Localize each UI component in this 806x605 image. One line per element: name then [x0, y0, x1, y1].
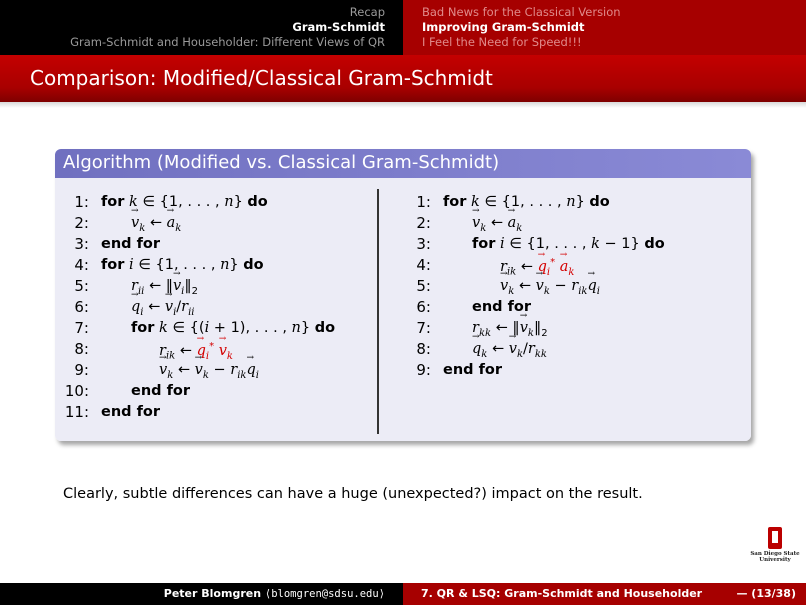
code-line: end for: [472, 299, 532, 315]
code-line: for k ∈ {(i + 1), . . . , n} do: [131, 320, 336, 336]
nav-sections: [0, 0, 403, 55]
line-number: 3:: [74, 235, 89, 253]
line-number: 1:: [416, 193, 431, 211]
line-number: 10:: [64, 382, 89, 400]
line-number: 6:: [416, 298, 431, 316]
footer-left: [0, 583, 403, 605]
nav-subsection-bad-news[interactable]: Bad News for the Classical Version: [422, 5, 621, 19]
code-line: $r_{ii}$ ← ‖→ $v_i‖_2$: [131, 278, 198, 297]
code-line: for i ∈ {1, . . . , n} do: [101, 257, 264, 273]
code-line: for i ∈ {1, . . . , k − 1} do: [472, 236, 665, 252]
title-bar: [0, 55, 806, 102]
tower-icon: [768, 527, 782, 549]
slide-title: Comparison: Modified/Classical Gram-Schmidt: [30, 66, 493, 90]
algorithm-body: [55, 178, 751, 441]
code-line: → $v_k$ ← → $v_k - r_{ik}\to q_i$: [159, 362, 259, 381]
code-line: end for: [443, 362, 503, 378]
nav-section-recap[interactable]: Recap: [349, 5, 385, 19]
title-shadow: [0, 102, 806, 108]
algorithm-block: [55, 149, 751, 441]
code-line: $r_{kk}$ ← ‖→ $v_k‖_2$: [472, 320, 548, 339]
code-line: → $q_i$ ← → $v_i/r_{ii}$: [131, 299, 195, 318]
code-line: $r_{ik}$ ← → $q_i^* \to v_k$: [159, 341, 233, 362]
line-number: 6:: [74, 298, 89, 316]
algorithm-block-header: [55, 149, 751, 178]
university-logo: [745, 527, 805, 567]
line-number: 11:: [64, 403, 89, 421]
code-line: $r_{ik}$ ← → $q_i^* \to a_k$: [500, 257, 574, 278]
nav-subsection-improving[interactable]: Improving Gram-Schmidt: [422, 20, 585, 34]
line-number: 3:: [416, 235, 431, 253]
logo-wordmark: San Diego State University: [750, 551, 800, 563]
line-number: 1:: [74, 193, 89, 211]
column-divider: [377, 189, 379, 434]
line-number: 5:: [74, 277, 89, 295]
line-number: 9:: [416, 361, 431, 379]
code-line: → $v_k$ ← → $v_k - r_{ik}\to q_i$: [500, 278, 600, 297]
nav-section-views-of-qr[interactable]: Gram-Schmidt and Householder: Different Views of QR: [70, 35, 385, 49]
footer-talk-title: 7. QR & LSQ: Gram-Schmidt and Householder: [421, 587, 703, 600]
code-line: for k ∈ {1, . . . , n} do: [443, 194, 610, 210]
footer-page-number: — (13/38): [736, 587, 796, 600]
header-nav: [0, 0, 806, 55]
line-number: 7:: [416, 319, 431, 337]
nav-section-gram-schmidt[interactable]: Gram-Schmidt: [292, 20, 385, 34]
footer-author: Peter Blomgren ⟨blomgren@sdsu.edu⟩: [163, 587, 385, 600]
code-line: end for: [131, 383, 191, 399]
nav-subsections: [403, 0, 806, 55]
code-line: → $q_k$ ← → $v_k/r_{kk}$: [472, 341, 547, 360]
conclusion-text: Clearly, subtle differences can have a huge (unexpected?) impact on the result.: [63, 486, 643, 502]
line-number: 8:: [74, 340, 89, 358]
line-number: 4:: [416, 256, 431, 274]
nav-subsection-speed[interactable]: I Feel the Need for Speed!!!: [422, 35, 582, 49]
line-number: 4:: [74, 256, 89, 274]
line-number: 9:: [74, 361, 89, 379]
line-number: 2:: [416, 214, 431, 232]
code-line: → $v_k$ ← → $a_k$: [131, 215, 181, 234]
footer-right: [403, 583, 806, 605]
line-number: 7:: [74, 319, 89, 337]
algorithm-title: Algorithm (Modified vs. Classical Gram-Schmidt): [63, 152, 500, 173]
line-number: 5:: [416, 277, 431, 295]
code-line: end for: [101, 236, 161, 252]
line-number: 2:: [74, 214, 89, 232]
code-line: for k ∈ {1, . . . , n} do: [101, 194, 268, 210]
line-number: 8:: [416, 340, 431, 358]
code-line: end for: [101, 404, 161, 420]
code-line: → $v_k$ ← → $a_k$: [472, 215, 522, 234]
